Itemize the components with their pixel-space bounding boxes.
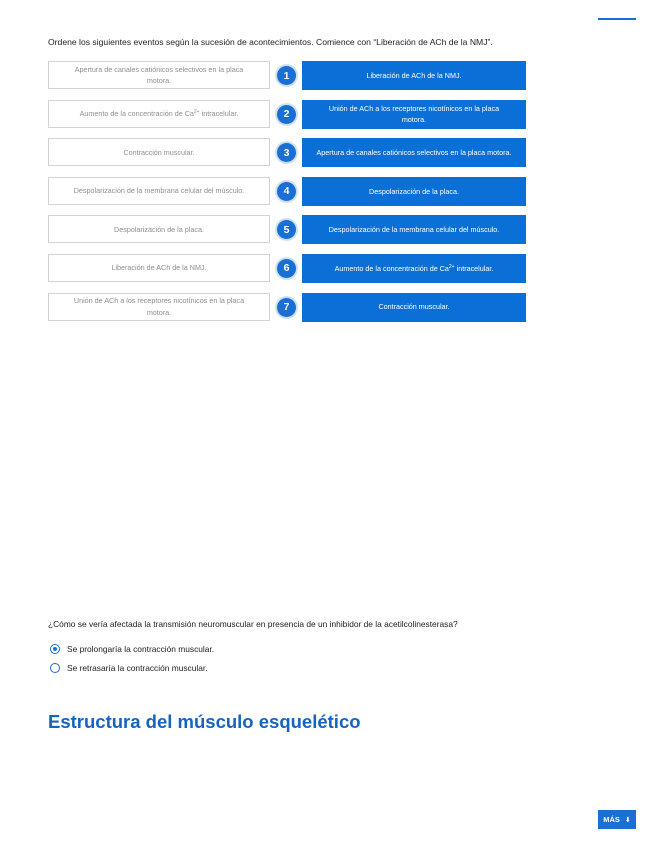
ordered-slot[interactable]: Liberación de ACh de la NMJ. [302,61,526,90]
draggable-event-card[interactable]: Liberación de ACh de la NMJ. [48,254,270,282]
draggable-event-card[interactable]: Contracción muscular. [48,138,270,166]
draggable-event-card[interactable]: Despolarización de la placa. [48,215,270,243]
ordered-slot[interactable]: Contracción muscular. [302,293,526,322]
top-accent-rule [598,18,636,20]
ordered-slot[interactable]: Aumento de la concentración de $Ca^{2+}$ intracelular. [302,254,526,283]
section-heading: Estructura del músculo esquelético [48,711,361,732]
answer-option-prolongaria[interactable] [50,644,214,654]
more-button-label: MÁS [603,815,620,824]
ordered-slot[interactable]: Despolarización de la membrana celular del músculo. [302,215,526,244]
step-number-badge: 2 [277,105,296,124]
draggable-event-card[interactable]: Unión de ACh a los receptores nicotínicos en la placa motora. [48,293,270,321]
step-number-badge: 6 [277,259,296,278]
ordered-slot[interactable]: Apertura de canales catiónicos selectivos en la placa motora. [302,138,526,167]
more-button[interactable] [598,810,636,829]
step-number-badge: 7 [277,298,296,317]
draggable-event-card[interactable]: Aumento de la concentración de $Ca^{2+}$ intracelular. [48,100,270,128]
step-number-badge: 3 [277,143,296,162]
draggable-event-card[interactable]: Apertura de canales catiónicos selectivos en la placa motora. [48,61,270,89]
answer-option-label: Se retrasaría la contracción muscular. [67,663,208,673]
answer-option-retrasaria[interactable] [50,663,208,673]
step-number-badge: 4 [277,182,296,201]
step-number-badge: 5 [277,220,296,239]
arrow-down-icon: ⬇ [624,816,631,824]
ordered-slot[interactable]: Unión de ACh a los receptores nicotínicos en la placa motora. [302,100,526,129]
quiz-question: ¿Cómo se vería afectada la transmisión neuromuscular en presencia de un inhibidor de la acetilcolinesterasa? [48,619,458,629]
ordering-instruction: Ordene los siguientes eventos según la sucesión de acontecimientos. Comience con “Liberación de ACh de la NMJ”. [48,37,493,47]
answer-option-label: Se prolongaría la contracción muscular. [67,644,215,654]
radio-selected-icon[interactable] [50,644,60,654]
step-number-badge: 1 [277,66,296,85]
draggable-event-card[interactable]: Despolarización de la membrana celular del músculo. [48,177,270,205]
radio-unselected-icon[interactable] [50,663,60,673]
ordered-slot[interactable]: Despolarización de la placa. [302,177,526,206]
